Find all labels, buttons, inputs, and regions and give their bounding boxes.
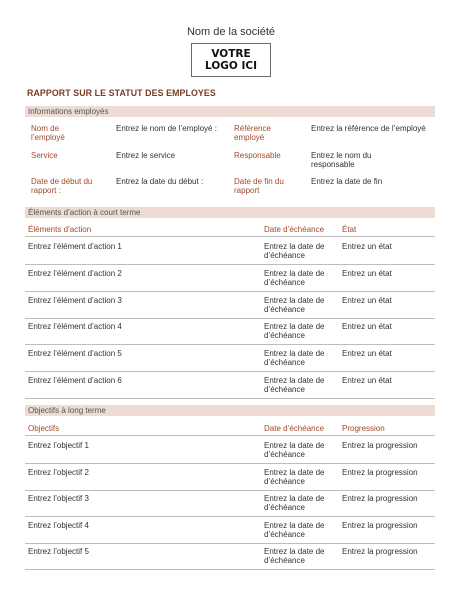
row-divider (25, 371, 435, 372)
objective-row-due-date[interactable]: Entrez la date de d’échéance (264, 494, 325, 512)
objective-row-status[interactable]: Entrez la progression (342, 494, 418, 503)
action-row-status[interactable]: Entrez un état (342, 295, 392, 305)
row-divider (25, 490, 435, 491)
section-long-term: Objectifs à long terme (25, 405, 435, 416)
row-divider (25, 344, 435, 345)
action-row-status[interactable]: Entrez un état (342, 349, 392, 359)
action-row-due-date[interactable]: Entrez la date de d’échéance (264, 242, 325, 260)
objective-row-item[interactable]: Entrez l’objectif 2 (28, 467, 89, 477)
action-row-item[interactable]: Entrez l’élément d’action 4 (28, 322, 122, 332)
column-header-due-date-long: Date d’échéance (264, 424, 325, 433)
objective-row-item[interactable]: Entrez l’objectif 5 (28, 547, 89, 556)
action-row-status[interactable]: Entrez un état (342, 242, 392, 251)
logo-placeholder[interactable] (191, 43, 271, 77)
objective-row-due-date[interactable]: Entrez la date de d’échéance (264, 520, 325, 539)
label-manager: Responsable (234, 151, 281, 160)
objective-row-due-date[interactable]: Entrez la date de d’échéance (264, 467, 325, 486)
report-title[interactable]: RAPPORT SUR LE STATUT DES EMPLOYES (27, 88, 216, 98)
field-manager[interactable]: Entrez le nom du responsable (311, 151, 372, 169)
logo-text: VOTRE LOGO ICI (205, 48, 257, 72)
action-row-due-date[interactable]: Entrez la date de d’échéance (264, 295, 325, 314)
objective-row-item[interactable]: Entrez l’objectif 1 (28, 441, 89, 450)
field-start-date[interactable]: Entrez la date du début : (116, 177, 204, 186)
field-employee-name[interactable]: Entrez le nom de l’employé : (116, 124, 217, 133)
action-row-status[interactable]: Entrez un état (342, 322, 392, 332)
action-row-item[interactable]: Entrez l’élément d’action 5 (28, 349, 122, 359)
section-short-term: Éléments d’action à court terme (25, 207, 435, 218)
company-name[interactable]: Nom de la société (186, 26, 276, 38)
action-row-status[interactable]: Entrez un état (342, 376, 392, 385)
column-header-due-date: Date d’échéance (264, 225, 325, 234)
objective-row-status[interactable]: Entrez la progression (342, 547, 418, 556)
objective-row-item[interactable]: Entrez l’objectif 4 (28, 520, 89, 530)
action-row-item[interactable]: Entrez l’élément d’action 3 (28, 295, 122, 305)
column-header-status: État (342, 225, 357, 234)
action-row-due-date[interactable]: Entrez la date de d’échéance (264, 322, 325, 341)
action-row-item[interactable]: Entrez l’élément d’action 2 (28, 268, 122, 278)
action-row-due-date[interactable]: Entrez la date de d’échéance (264, 376, 325, 394)
field-service[interactable]: Entrez le service (116, 151, 176, 160)
objective-row-status[interactable]: Entrez la progression (342, 520, 418, 530)
action-row-due-date[interactable]: Entrez la date de d’échéance (264, 268, 325, 287)
row-divider (25, 291, 435, 292)
row-divider (25, 398, 435, 399)
column-header-objectives: Objectifs (28, 424, 60, 433)
label-employee-name: Nom de l’employé (31, 124, 65, 142)
objective-row-status[interactable]: Entrez la progression (342, 441, 418, 450)
row-divider (25, 543, 435, 544)
action-row-due-date[interactable]: Entrez la date de d’échéance (264, 349, 325, 368)
divider (25, 435, 435, 436)
action-row-item[interactable]: Entrez l’élément d’action 1 (28, 242, 122, 251)
action-row-status[interactable]: Entrez un état (342, 268, 392, 278)
label-start-date: Date de début du rapport : (31, 177, 93, 195)
section-employee-info: Informations employés (25, 106, 435, 117)
label-employee-ref: Référence employé (234, 124, 271, 142)
objective-row-status[interactable]: Entrez la progression (342, 467, 418, 477)
row-divider (25, 463, 435, 464)
divider (25, 236, 435, 237)
action-row-item[interactable]: Entrez l’élément d’action 6 (28, 376, 122, 385)
field-end-date[interactable]: Entrez la date de fin (311, 177, 383, 186)
objective-row-due-date[interactable]: Entrez la date de d’échéance (264, 547, 325, 565)
column-header-progress: Progression (342, 424, 385, 433)
label-service: Service (31, 151, 58, 160)
column-header-action-items: Éléments d’action (28, 225, 92, 234)
row-divider (25, 318, 435, 319)
row-divider (25, 569, 435, 570)
row-divider (25, 516, 435, 517)
row-divider (25, 264, 435, 265)
objective-row-due-date[interactable]: Entrez la date de d’échéance (264, 441, 325, 459)
objective-row-item[interactable]: Entrez l’objectif 3 (28, 494, 89, 503)
field-employee-ref[interactable]: Entrez la référence de l’employé (311, 124, 426, 133)
label-end-date: Date de fin du rapport (234, 177, 284, 195)
